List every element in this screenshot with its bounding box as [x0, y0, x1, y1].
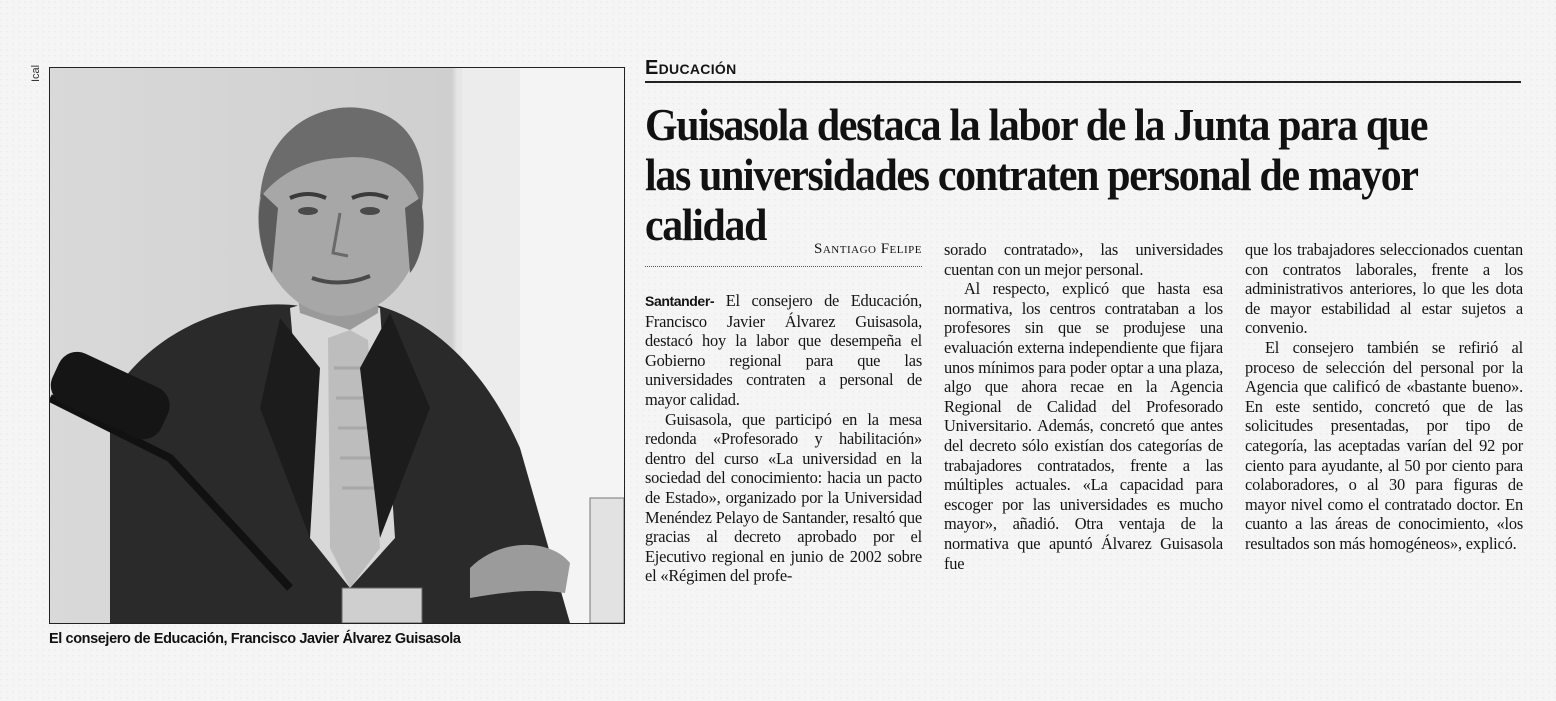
article-column-3 — [1245, 240, 1523, 554]
headline: Guisasola destaca la labor de la Junta para que las universidades contraten personal de mayor calidad — [645, 100, 1428, 250]
paragraph: El consejero también se refirió al proceso de selección del personal por la Agencia que calificó de «bastante bueno». En este sentido, concretó que de las solicitudes presentadas, por tipo de categoría, las aceptadas varían del 92 por ciento para ayudante, al 50 por ciento para colaboradores, o al 30 para figuras de mayor nivel como el contratado doctor. En cuanto a las áreas de conocimiento, «los resultados son más homogéneos», explicó. — [1245, 337, 1523, 553]
article-column-2 — [944, 240, 1223, 573]
news-photo — [49, 67, 625, 624]
portrait-illustration — [50, 68, 624, 623]
dateline: Santander- — [645, 293, 715, 309]
paragraph: Guisasola, que participó en la mesa redonda «Profesorado y habilitación» dentro del curso «La universidad en la sociedad del conocimiento: hacia un pacto de Estado», organizado por la Universidad Menéndez Pelayo de Santander, resaltó que gracias al decreto aprobado por el Ejecutivo regional en junio de 2002 sobre el «Régimen del profe- — [645, 409, 922, 586]
paragraph: sorado contratado», las universidades cuentan con un mejor personal. — [944, 240, 1223, 279]
paragraph — [645, 291, 922, 410]
paragraph: que los trabajadores seleccionados cuentan con contratos laborales, frente a los administrativos anteriores, lo que les dota de mayor estabilidad al estar sujetos a convenio. — [1245, 240, 1523, 338]
paragraph: Al respecto, explicó que hasta esa normativa, los centros contrataban a los profesores sin que se produjese una evaluación externa independiente que fijara unos mínimos para poder optar a una plaza, algo que ahora recae en la Agencia Regional de Calidad del Profesorado Universitario. Además, concretó que antes del decreto sólo existían dos categorías de trabajadores contratados, frente a las múltiples actuales. «La capacidad para escoger por las universidades es mucho mayor», añadió. Otra ventaja de la normativa que apuntó Álvarez Guisasola fue — [944, 279, 1223, 573]
paragraph-text: El consejero de Educación, Francisco Javier Álvarez Guisasola, destacó hoy la labor que desempeña el Gobierno regional para que las universidades contraten a personal de mayor calidad. — [645, 291, 922, 409]
article-column-1 — [645, 291, 922, 586]
byline: Santiago Felipe — [645, 241, 922, 267]
photo-caption: El consejero de Educación, Francisco Javier Álvarez Guisasola — [49, 631, 461, 647]
photo-credit: Ical — [30, 64, 42, 82]
section-label: Educación — [645, 56, 1521, 83]
